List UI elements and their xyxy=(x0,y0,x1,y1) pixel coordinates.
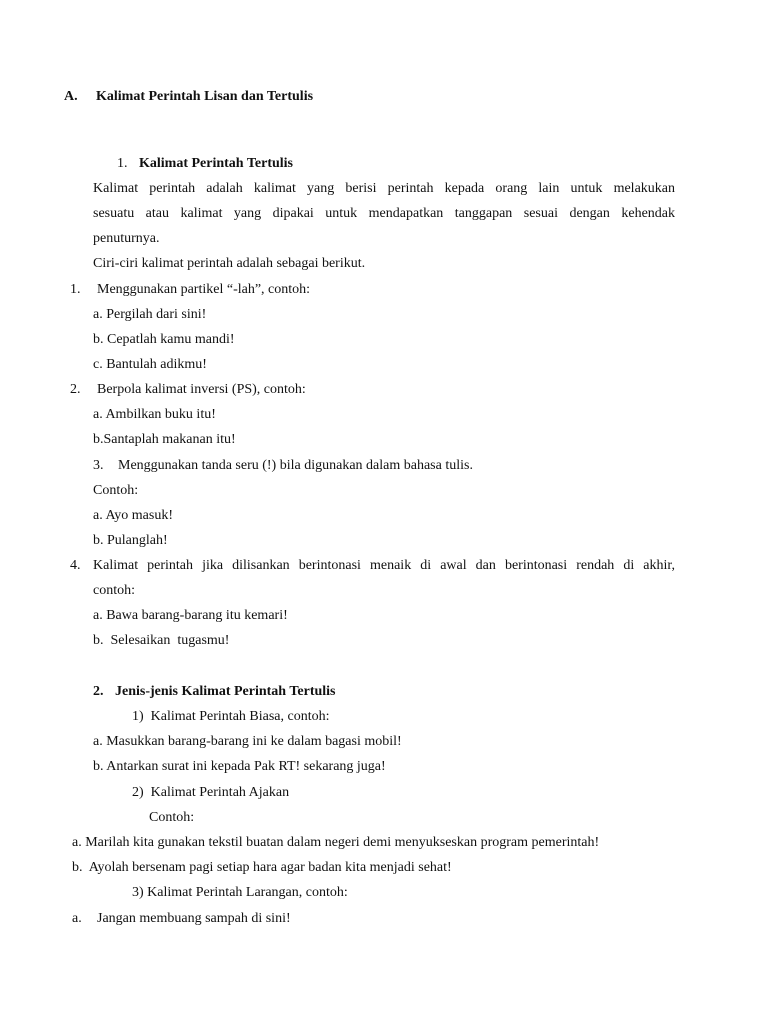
ciri-1-example: b. Cepatlah kamu mandi! xyxy=(93,332,235,347)
type-2-heading: 2) Kalimat Perintah Ajakan xyxy=(132,785,290,800)
sub1-title: Kalimat Perintah Tertulis xyxy=(139,156,293,171)
ciri-3 xyxy=(93,457,473,475)
ciri-3-example: a. Ayo masuk! xyxy=(93,508,173,523)
ciri-4-example: b. Selesaikan tugasmu! xyxy=(93,633,230,648)
type-2-example: b. Ayolah bersenam pagi setiap hara agar badan kita menjadi sehat! xyxy=(72,860,452,875)
definition-line-1: Kalimat perintah adalah kalimat yang berisi perintah kepada orang lain untuk melakukan xyxy=(93,181,675,196)
type-1-heading: 1) Kalimat Perintah Biasa, contoh: xyxy=(132,709,330,724)
ciri-1-number: 1. xyxy=(70,282,81,297)
ciri-3-number: 3. xyxy=(93,458,104,473)
ciri-2-example: a. Ambilkan buku itu! xyxy=(93,407,216,422)
section-a-heading xyxy=(64,88,313,106)
definition-line-2: sesuatu atau kalimat yang dipakai untuk mendapatkan tanggapan sesuai dengan kehendak xyxy=(93,206,675,221)
ciri-4-text: Kalimat perintah jika dilisankan berintonasi menaik di awal dan berintonasi rendah di akhir, xyxy=(93,558,675,573)
sub1-heading xyxy=(117,155,293,173)
definition-line-3: penuturnya. xyxy=(93,231,160,246)
ciri-4-number: 4. xyxy=(70,558,81,573)
section-a-title: Kalimat Perintah Lisan dan Tertulis xyxy=(96,89,314,104)
ciri-2-example: b.Santaplah makanan itu! xyxy=(93,432,236,447)
ciri-4-example: a. Bawa barang-barang itu kemari! xyxy=(93,608,288,623)
ciri-4 xyxy=(70,557,675,575)
ciri-2 xyxy=(70,381,306,399)
ciri-intro: Ciri-ciri kalimat perintah adalah sebagai berikut. xyxy=(93,256,366,271)
type-2-contoh-label: Contoh: xyxy=(149,810,195,825)
ciri-2-text: Berpola kalimat inversi (PS), contoh: xyxy=(97,382,306,397)
type-2-example: a. Marilah kita gunakan tekstil buatan dalam negeri demi menyukseskan program pemerintah! xyxy=(72,835,600,850)
sub2-number: 2. xyxy=(93,684,104,699)
ciri-3-text: Menggunakan tanda seru (!) bila digunakan dalam bahasa tulis. xyxy=(118,458,473,473)
type-1-example: b. Antarkan surat ini kepada Pak RT! sekarang juga! xyxy=(93,759,386,774)
ciri-2-number: 2. xyxy=(70,382,81,397)
section-a-marker: A. xyxy=(64,89,78,104)
type-3-example-marker: a. xyxy=(72,911,82,926)
type-3-example-text: Jangan membuang sampah di sini! xyxy=(97,911,291,926)
ciri-1 xyxy=(70,281,310,299)
type-1-example: a. Masukkan barang-barang ini ke dalam bagasi mobil! xyxy=(93,734,402,749)
ciri-3-contoh-label: Contoh: xyxy=(93,483,139,498)
ciri-3-example: b. Pulanglah! xyxy=(93,533,168,548)
ciri-1-example: a. Pergilah dari sini! xyxy=(93,307,207,322)
sub1-number: 1. xyxy=(117,156,128,171)
ciri-4-text-cont: contoh: xyxy=(93,583,135,598)
type-3-heading: 3) Kalimat Perintah Larangan, contoh: xyxy=(132,885,348,900)
type-3-example xyxy=(72,910,291,928)
ciri-1-example: c. Bantulah adikmu! xyxy=(93,357,207,372)
ciri-1-text: Menggunakan partikel “-lah”, contoh: xyxy=(97,282,311,297)
sub2-heading xyxy=(93,683,336,701)
sub2-title: Jenis-jenis Kalimat Perintah Tertulis xyxy=(115,684,336,699)
